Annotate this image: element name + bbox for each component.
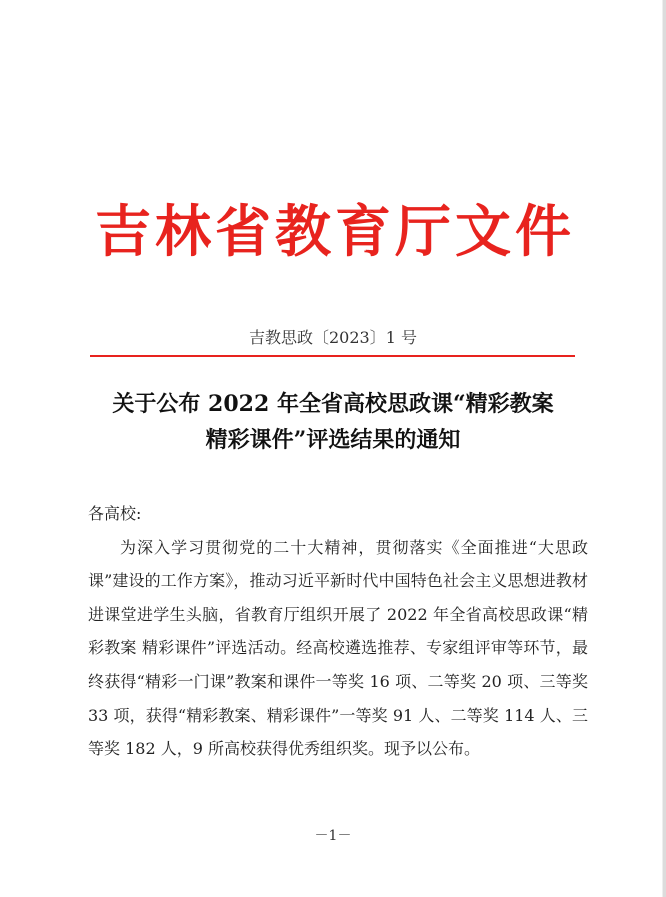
body-paragraph: 为深入学习贯彻党的二十大精神，贯彻落实《全面推进“大思政课”建设的工作方案》，推动习近平新时代中国特色社会主义思想进教材进课堂进学生头脑，省教育厅组织开展了 2022 年全省高校思政课“精彩教案 精彩课件”评选活动。经高校遴选推荐、专家组评审等环节，最终获得“精彩一门课”教案和课件一等奖 16 项、二等奖 20 项、三等奖 33 项，获得“精彩教案、精彩课件”一等奖 91 人、二等奖 114 人、三等奖 182 人，9 所高校获得优秀组织奖。现予以公布。 bbox=[88, 537, 588, 759]
title-line-1: 关于公布 2022 年全省高校思政课“精彩教案 bbox=[112, 391, 554, 417]
document-number: 吉教思政〔2023〕1 号 bbox=[249, 328, 417, 347]
title-line-2: 精彩课件”评选结果的通知 bbox=[205, 427, 461, 453]
document-title bbox=[70, 386, 596, 458]
red-divider-line bbox=[90, 355, 575, 357]
salutation: 各高校: bbox=[88, 504, 142, 523]
document-body bbox=[88, 497, 588, 766]
document-masthead: 吉林省教育厅文件 bbox=[95, 199, 575, 265]
page-number: －1－ bbox=[314, 828, 352, 844]
